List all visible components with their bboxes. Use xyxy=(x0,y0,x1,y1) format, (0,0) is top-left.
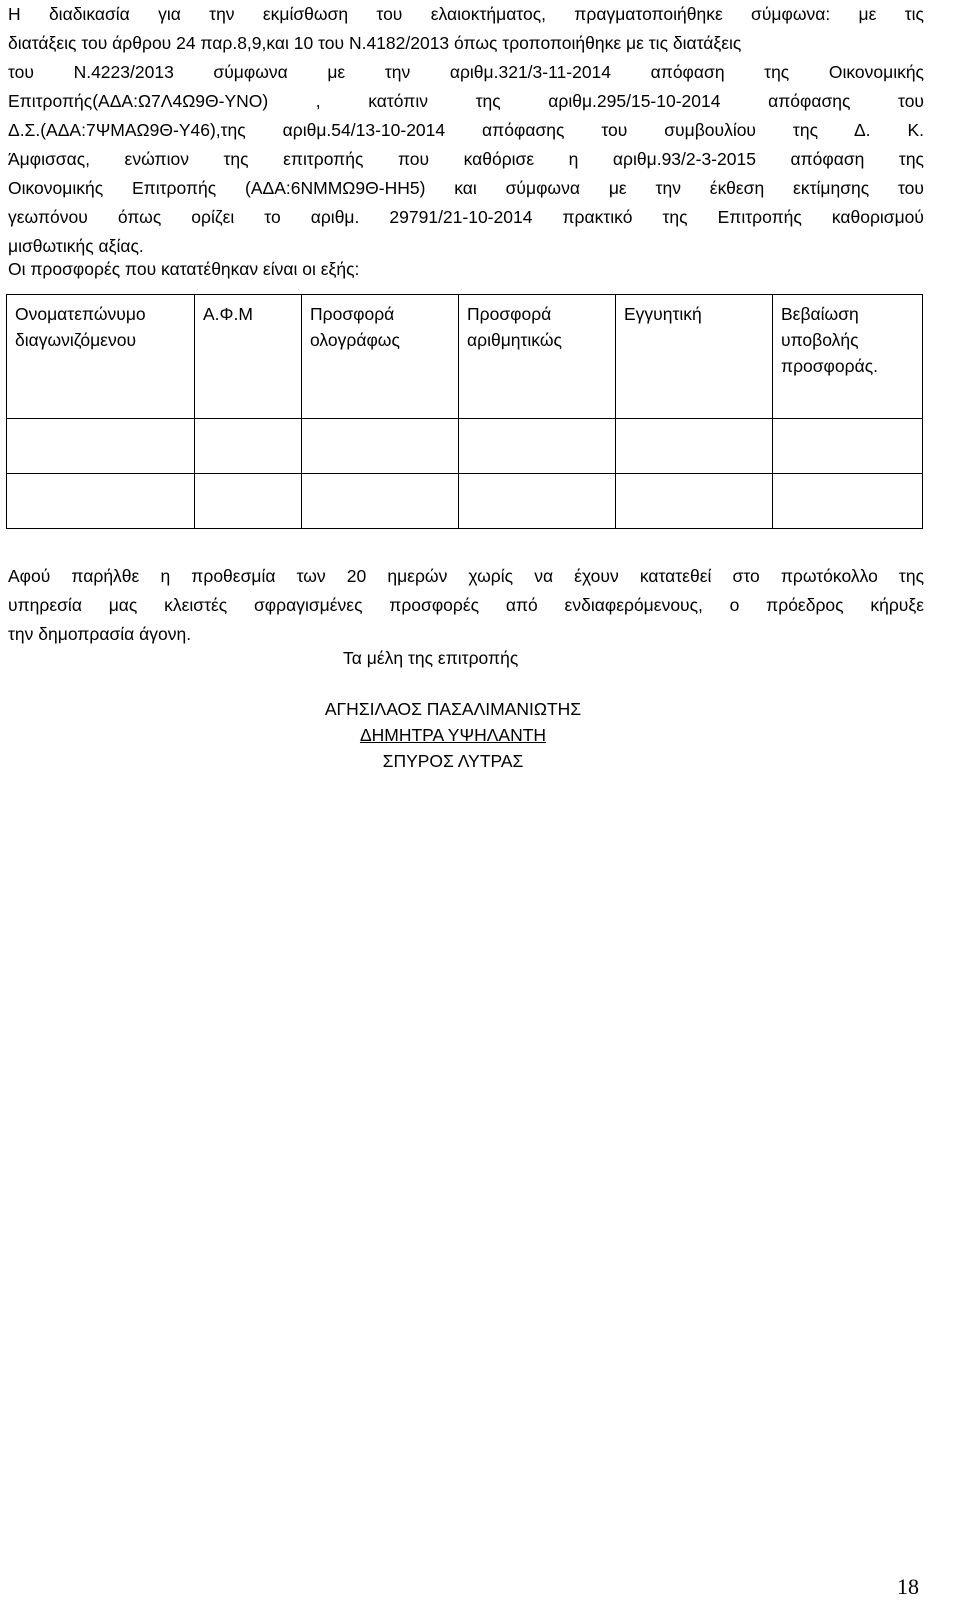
table-header-cell: Εγγυητική xyxy=(616,295,773,419)
closing-line: Αφού παρήλθε η προθεσμία των 20 ημερών χωρίς να έχουν κατατεθεί στο πρωτόκολλο της xyxy=(8,566,924,586)
intro-line: Δ.Σ.(ΑΔΑ:7ΨΜΑΩ9Θ-Υ46),της αριθμ.54/13-10-2014 απόφασης του συμβουλίου της Δ. Κ. xyxy=(8,120,924,140)
intro-paragraph xyxy=(8,0,924,261)
closing-line: την δημοπρασία άγονη. xyxy=(8,624,192,644)
table-header-cell: Ονοματεπώνυμο διαγωνιζόμενου xyxy=(7,295,195,419)
intro-line: Επιτροπής(ΑΔΑ:Ω7Λ4Ω9Θ-ΥΝΟ) , κατόπιν της αριθμ.295/15-10-2014 απόφασης του xyxy=(8,91,924,111)
intro-line: γεωπόνου όπως ορίζει το αριθμ. 29791/21-10-2014 πρακτικό της Επιτροπής καθορισμού xyxy=(8,207,924,227)
table-cell xyxy=(616,474,773,529)
table-cell xyxy=(773,474,923,529)
committee-member: ΑΓΗΣΙΛΑΟΣ ΠΑΣΑΛΙΜΑΝΙΩΤΗΣ xyxy=(324,699,582,719)
closing-line: υπηρεσία μας κλειστές σφραγισμένες προσφορές από ενδιαφερόμενους, ο πρόεδρος κήρυξε xyxy=(8,595,924,615)
table-cell xyxy=(7,419,195,474)
table-cell xyxy=(302,419,459,474)
committee-member: ΣΠΥΡΟΣ ΛΥΤΡΑΣ xyxy=(382,751,524,771)
table-cell xyxy=(773,419,923,474)
intro-line: Άμφισσας, ενώπιον της επιτροπής που καθόρισε η αριθμ.93/2-3-2015 απόφαση της xyxy=(8,149,924,169)
table-header-row xyxy=(7,295,923,419)
table-cell xyxy=(616,419,773,474)
page-number: 18 xyxy=(897,1574,919,1599)
committee-heading-text: Τα μέλη της επιτροπής xyxy=(343,648,519,668)
table-cell xyxy=(459,474,616,529)
intro-line: μισθωτικής αξίας. xyxy=(8,236,144,256)
intro-line: του Ν.4223/2013 σύμφωνα με την αριθμ.321/3-11-2014 απόφαση της Οικονομικής xyxy=(8,62,924,82)
offers-table xyxy=(6,294,923,529)
table-cell xyxy=(459,419,616,474)
intro-line: διατάξεις του άρθρου 24 παρ.8,9,και 10 του Ν.4182/2013 όπως τροποποιήθηκε με τις διατάξεις xyxy=(8,33,742,53)
closing-paragraph xyxy=(8,562,924,649)
intro-line: Η διαδικασία για την εκμίσθωση του ελαιοκτήματος, πραγματοποιήθηκε σύμφωνα: με τις xyxy=(8,4,924,24)
table-header-cell: Α.Φ.Μ xyxy=(195,295,302,419)
table-cell xyxy=(195,419,302,474)
table-row xyxy=(7,474,923,529)
offers-intro: Οι προσφορές που κατατέθηκαν είναι οι εξής: xyxy=(8,259,360,279)
table-cell xyxy=(302,474,459,529)
table-cell xyxy=(7,474,195,529)
committee-member: ΔΗΜΗΤΡΑ ΥΨΗΛΑΝΤΗ xyxy=(359,725,547,745)
table-header-cell: Βεβαίωση υποβολής προσφοράς. xyxy=(773,295,923,419)
table-row xyxy=(7,419,923,474)
table-header-cell: Προσφορά αριθμητικώς xyxy=(459,295,616,419)
table-header-cell: Προσφορά ολογράφως xyxy=(302,295,459,419)
table-cell xyxy=(195,474,302,529)
intro-line: Οικονομικής Επιτροπής (ΑΔΑ:6ΝΜΜΩ9Θ-ΗΗ5) και σύμφωνα με την έκθεση εκτίμησης του xyxy=(8,178,924,198)
